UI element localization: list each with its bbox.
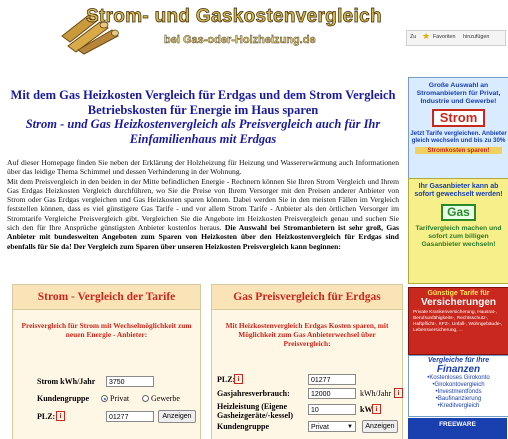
versicherungen-ad[interactable]	[408, 287, 508, 355]
page-subheading: Strom - und Gas Heizkostenvergleich als Preisvergleich auch für Ihr Einfamilienhaus mit Erdgas	[25, 117, 381, 146]
strom-kwh-input[interactable]: 3750	[106, 376, 154, 387]
strom-ad-highlight: Stromkosten sparen!	[415, 147, 502, 154]
gas-ad-headline: Ihr Gasanbieter kann ab sofort gewechselt werden!	[414, 183, 503, 199]
finanzen-ad-item[interactable]: •Girokontovergleich	[432, 382, 485, 388]
intro-paragraph-1: Auf dieser Homepage finden Sie neben der Erklärung der Holzheizung für Heizung und Wassererwärmung auch Informationen über das leidige Thema Schimmel und dessen Verhinderung in der Wohnung.	[7, 158, 399, 177]
strom-ad-headline: Große Auswahl an Stromanbietern für Privat, Industrie und Gewerbe!	[416, 82, 501, 105]
finanzen-ad-item[interactable]: •Kostenloses Girokonto	[427, 375, 490, 381]
strom-ad-badge: Strom	[432, 109, 486, 127]
gas-usage-unit: kWh/Jahr	[360, 389, 392, 398]
strom-ad-text: Jetzt Tarife vergleichen. Anbieter gleich wechseln und bis zu 30%	[410, 130, 507, 145]
finanzen-ad-item[interactable]: •Investmentfonds	[435, 389, 482, 395]
finanzen-ad-item[interactable]: •Baufinanzierung	[435, 396, 482, 402]
gas-plz-input[interactable]: 01277	[308, 374, 356, 385]
gas-group-value: Privat	[311, 424, 329, 431]
add-favorites-button[interactable]	[406, 30, 506, 46]
strom-plz-info-icon[interactable]: i	[56, 411, 65, 421]
strom-calculator	[12, 284, 201, 439]
banner-subtitle: bei Gas-oder-Holzheizung.de	[164, 34, 316, 46]
freeware-ad-label: FREEWARE	[439, 421, 476, 428]
gas-plz-info-icon[interactable]: i	[234, 374, 243, 384]
strom-anzeigen-button[interactable]: Anzeigen	[158, 410, 196, 423]
strom-plz-label: PLZ:	[37, 412, 56, 421]
finanzen-ad[interactable]	[408, 355, 508, 417]
chevron-down-icon: ▼	[347, 424, 353, 430]
gas-group-label: Kundengruppe	[217, 422, 270, 431]
versicherungen-ad-headline: Günstige Tarife für	[427, 290, 490, 297]
gas-usage-input[interactable]: 12000	[308, 388, 356, 399]
gas-heat-label: Heizleistung (Eigene Gasheizgeräte/-kessel)	[217, 402, 293, 420]
finanzen-ad-item[interactable]: •Kreditvergleich	[437, 403, 480, 409]
strom-title: Strom - Vergleich der Tarife	[13, 285, 200, 310]
favorites-widget	[404, 0, 508, 66]
gas-heat-info-icon[interactable]: i	[372, 404, 381, 414]
gas-ad-text: Tarifvergleich machen und sofort zum billigen Gasanbieter wechseln!	[415, 224, 502, 249]
gas-heat-unit: kW	[360, 405, 373, 414]
strom-group-label: Kundengruppe	[37, 394, 90, 403]
intro-text	[7, 158, 399, 251]
gas-plz-label: PLZ:	[217, 375, 236, 384]
gas-heat-input[interactable]: 10	[308, 404, 356, 415]
gas-usage-info-icon[interactable]: i	[394, 388, 403, 398]
privat-radio[interactable]	[101, 395, 108, 402]
versicherungen-ad-text: Private Krankenversicherung, Hausrat-, Berufsunfähigkeits-, Rechtsschutz-, Haftpflicht-, KFZ-, Unfall-, Wohngebäude-, Lebensversicherung, ...	[413, 310, 503, 333]
versicherungen-ad-title: Versicherungen	[420, 297, 497, 308]
freeware-ad[interactable]	[408, 418, 507, 439]
strom-plz-input[interactable]: 01277	[106, 411, 154, 422]
intro-bold: Die Auswahl bei Stromanbietern ist sehr groß, Gas Anbieter mit bundesweiten Angeboten zum Sparen von Heizkosten über den Heizkostenvergleich für Erdgas sind ebenfalls für Sie da! Der Vergleich zum Sparen über unseren Heizkosten Preisvergleich kann beginnen:	[7, 223, 399, 251]
favorites-add: hinzufügen	[463, 34, 490, 40]
page-heading: Mit dem Gas Heizkosten Vergleich für Erdgas und dem Strom Vergleich Betriebskosten für Energie im Haus sparen	[10, 88, 396, 117]
gas-calculator	[211, 284, 403, 439]
gas-description: Mit Heizkostenvergleich Erdgas Kosten sparen, mit Möglichkeit zum Gas Anbieterwechsel über Preisvergleich:	[225, 321, 389, 348]
finanzen-ad-title: Finanzen	[436, 364, 481, 375]
strom-kwh-label: Strom kWh/Jahr	[37, 377, 96, 386]
gas-ad-badge: Gas	[441, 204, 476, 221]
gewerbe-radio[interactable]	[142, 395, 149, 402]
gas-usage-label: Gasjahresverbrauch:	[217, 389, 290, 398]
gas-group-select[interactable]	[308, 421, 356, 432]
strom-description: Preisvergleich für Strom mit Wechselmöglichkeit zum neuen Energie - Anbieter:	[21, 321, 192, 339]
finanzen-ad-headline: Vergleiche für Ihre	[427, 357, 490, 364]
star-icon: ★	[422, 31, 431, 41]
gewerbe-radio-label: Gewerbe	[151, 394, 180, 403]
favorites-prefix: Zu	[410, 34, 417, 40]
gas-title: Gas Preisvergleich für Erdgas	[212, 285, 402, 310]
intro-paragraph-2: Mit dem Preisvergleich in den beiden in der Mitte befindlichen Energie - Rechnern können Sie Ihren Strom Vergleich und Ihrem Gas Erdgas Heizkosten Vergleich durchführen, wo Sie die Preise von Ihrem Versorger mit den Preisen anderer Anbieter von Strom oder Gas Erdgas vergleichen und Gas Heizkosten sparen können. Dabei werden Sie in den meisten Fällen im Vergleich feststellen können, dass es viel günstigere Gas Tarife - und vor allem Strom Tarife - Anbieter als den örtlichen Versorger im Stromtarife Vergleiche Preisvergleich gibt. Vergleichen Sie die Angebote im Heizkosten Preisvergleich genau und suchen Sie sich den für Ihre Ansprüche günstigsten Anbieter kostenlos heraus.	[7, 176, 399, 233]
strom-ad[interactable]	[408, 77, 508, 185]
favorites-label: Favoriten	[433, 34, 456, 40]
banner-title: Strom- und Gaskostenvergleich	[86, 6, 382, 27]
gas-anzeigen-button[interactable]: Anzeigen	[362, 420, 398, 433]
gas-ad[interactable]	[408, 178, 508, 284]
site-banner[interactable]	[0, 0, 404, 66]
privat-radio-label: Privat	[110, 394, 130, 403]
right-sidebar	[404, 0, 508, 439]
